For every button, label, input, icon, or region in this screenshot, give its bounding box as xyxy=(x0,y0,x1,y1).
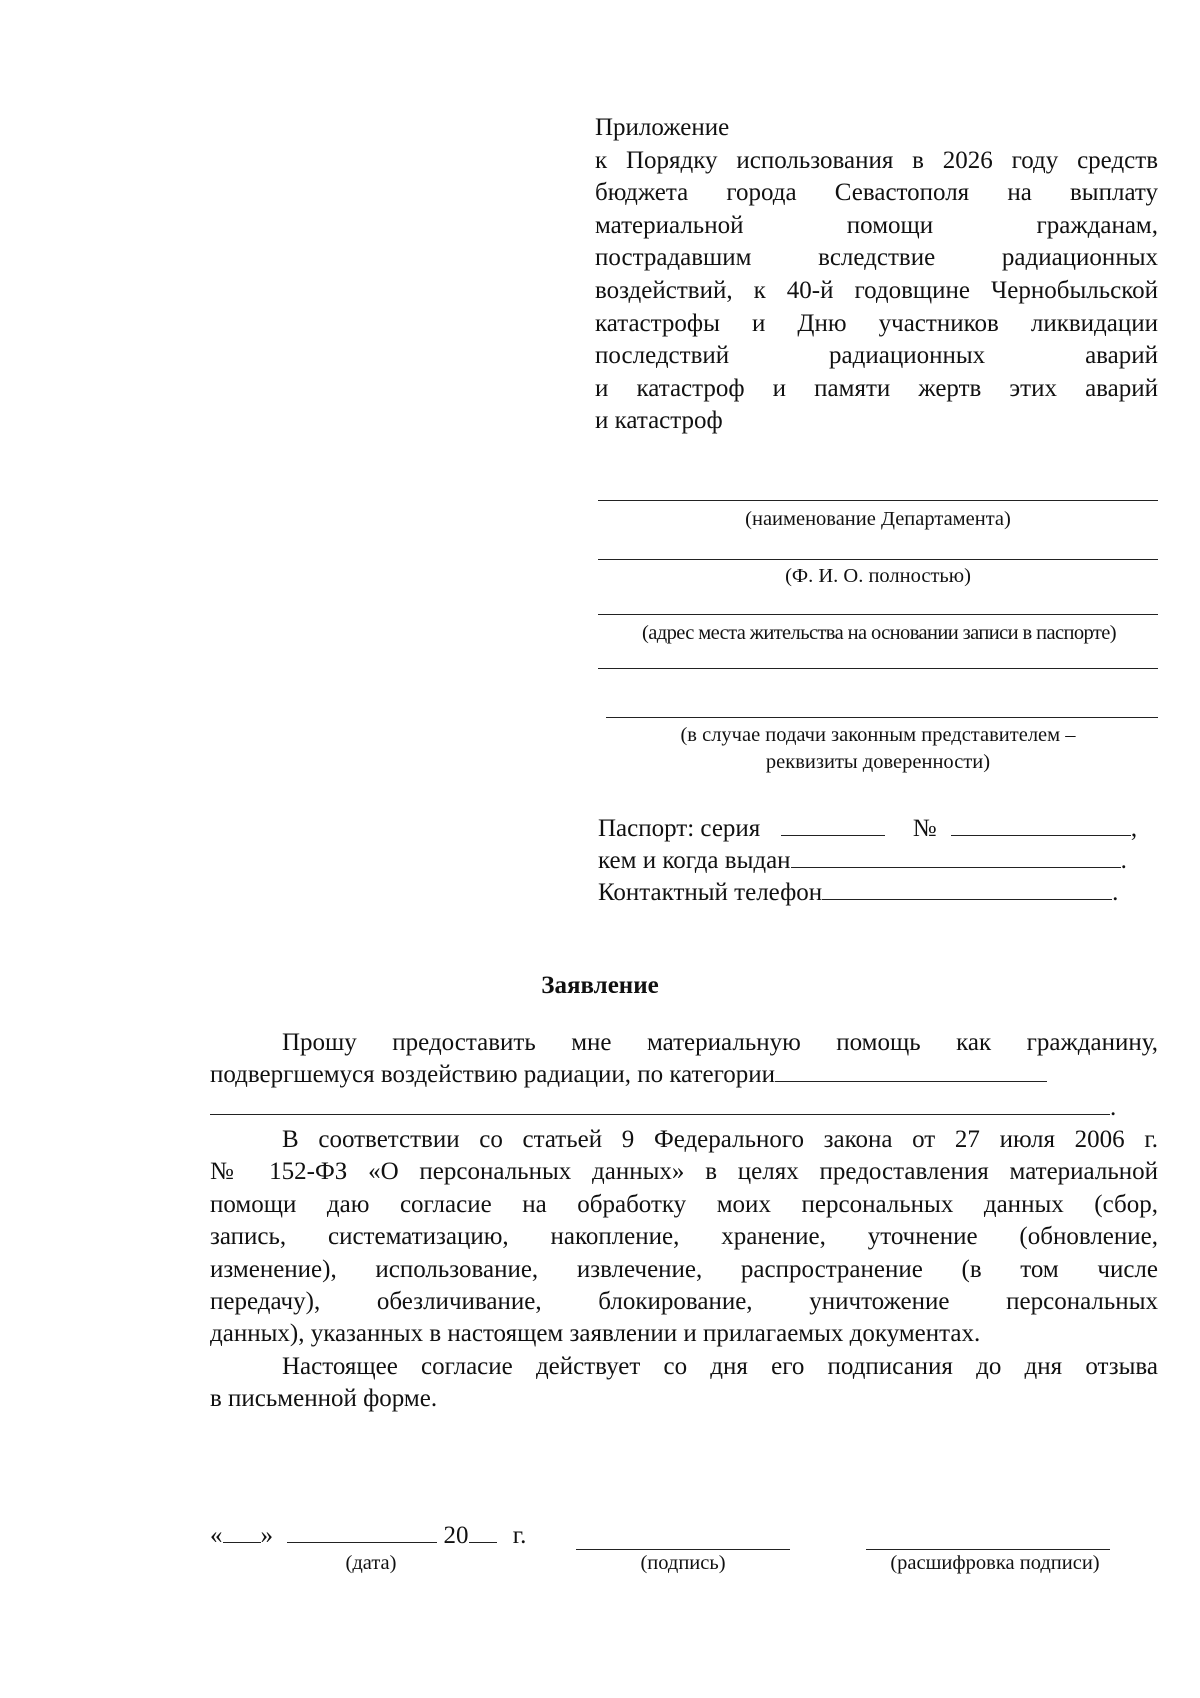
appendix-line: последствий радиационных аварий xyxy=(595,342,1158,370)
statement-heading: Заявление xyxy=(541,972,659,999)
request-paragraph xyxy=(210,1027,1158,1124)
passport-row xyxy=(598,813,1158,845)
passport-series-field[interactable] xyxy=(781,813,885,836)
issued-field[interactable] xyxy=(791,845,1121,868)
representative-caption-1: (в случае подачи законным представителем – xyxy=(680,724,1076,746)
appendix-line: катастрофы и Дню участников ликвидации xyxy=(595,309,1158,337)
validity-paragraph xyxy=(210,1351,1158,1416)
representative-field-line[interactable] xyxy=(606,717,1158,718)
consent-paragraph xyxy=(210,1124,1158,1351)
appendix-block xyxy=(595,112,1158,438)
year-field[interactable] xyxy=(469,1520,497,1543)
consent-line: запись, систематизацию, накопление, хранение, уточнение (обновление, xyxy=(210,1223,1158,1251)
passport-series-label: Паспорт: серия xyxy=(598,815,761,842)
year-prefix: 20 xyxy=(443,1522,469,1549)
request-line xyxy=(210,1092,1158,1124)
category-field-continued[interactable] xyxy=(210,1092,1110,1115)
validity-line: Настоящее согласие действует со дня его подписания до дня отзыва xyxy=(282,1353,1158,1380)
appendix-line: воздействий, к 40-й годовщине Чернобыльской xyxy=(595,276,1158,304)
decoding-caption: (расшифровка подписи) xyxy=(890,1552,1100,1574)
fio-caption: (Ф. И. О. полностью) xyxy=(785,565,971,587)
validity-line: в письменной форме. xyxy=(210,1385,438,1413)
phone-field[interactable] xyxy=(822,877,1112,900)
appendix-line: и катастроф xyxy=(595,407,723,435)
appendix-line: пострадавшим вследствие радиационных xyxy=(595,244,1158,272)
date-quote-close: » xyxy=(260,1522,273,1549)
consent-line: № 152-ФЗ «О персональных данных» в целях предоставления материальной xyxy=(210,1158,1158,1186)
address-field-line-2[interactable] xyxy=(598,668,1158,669)
date-row xyxy=(210,1520,526,1552)
consent-line: изменение), использование, извлечение, распространение (в том числе xyxy=(210,1255,1158,1283)
phone-row-period: . xyxy=(1112,879,1119,906)
address-field-line[interactable] xyxy=(598,614,1158,615)
day-field[interactable] xyxy=(223,1520,261,1543)
phone-label: Контактный телефон xyxy=(598,879,823,906)
appendix-line: бюджета города Севастополя на выплату xyxy=(595,179,1158,207)
request-end-period: . xyxy=(1110,1093,1117,1121)
fio-field-line[interactable] xyxy=(598,559,1158,560)
passport-number-field[interactable] xyxy=(951,813,1131,836)
request-line xyxy=(210,1059,1158,1091)
appendix-line: к Порядку использования в 2026 году средств xyxy=(595,146,1158,174)
phone-row xyxy=(598,877,1158,909)
passport-row-comma: , xyxy=(1130,815,1138,842)
month-field[interactable] xyxy=(287,1520,437,1543)
consent-line: данных), указанных в настоящем заявлении и прилагаемых документах. xyxy=(210,1320,981,1348)
department-field-line[interactable] xyxy=(598,500,1158,501)
department-caption: (наименование Департамента) xyxy=(745,508,1011,530)
request-line: Прошу предоставить мне материальную помощь как гражданину, xyxy=(282,1029,1158,1056)
appendix-line: и катастроф и памяти жертв этих аварий xyxy=(595,374,1158,402)
signature-caption: (подпись) xyxy=(640,1552,726,1574)
issued-label: кем и когда выдан xyxy=(598,847,791,874)
request-line-text: подвергшемуся воздействию радиации, по категории xyxy=(210,1061,775,1089)
appendix-title: Приложение xyxy=(595,114,730,141)
passport-number-label: № xyxy=(912,815,937,842)
issued-row xyxy=(598,845,1158,877)
appendix-line: материальной помощи гражданам, xyxy=(595,211,1158,239)
issued-row-period: . xyxy=(1120,847,1127,874)
consent-line: передачу), обезличивание, блокирование, уничтожение персональных xyxy=(210,1288,1158,1316)
consent-line: помощи даю согласие на обработку моих персональных данных (сбор, xyxy=(210,1190,1158,1218)
address-caption: (адрес места жительства на основании записи в паспорте) xyxy=(642,622,1116,644)
year-suffix: г. xyxy=(512,1522,527,1549)
representative-caption-2: реквизиты доверенности) xyxy=(765,751,991,773)
category-field[interactable] xyxy=(775,1059,1047,1082)
date-quote-open: « xyxy=(210,1522,223,1549)
date-caption: (дата) xyxy=(345,1552,397,1574)
consent-line: В соответствии со статьей 9 Федерального закона от 27 июля 2006 г. xyxy=(282,1126,1158,1153)
